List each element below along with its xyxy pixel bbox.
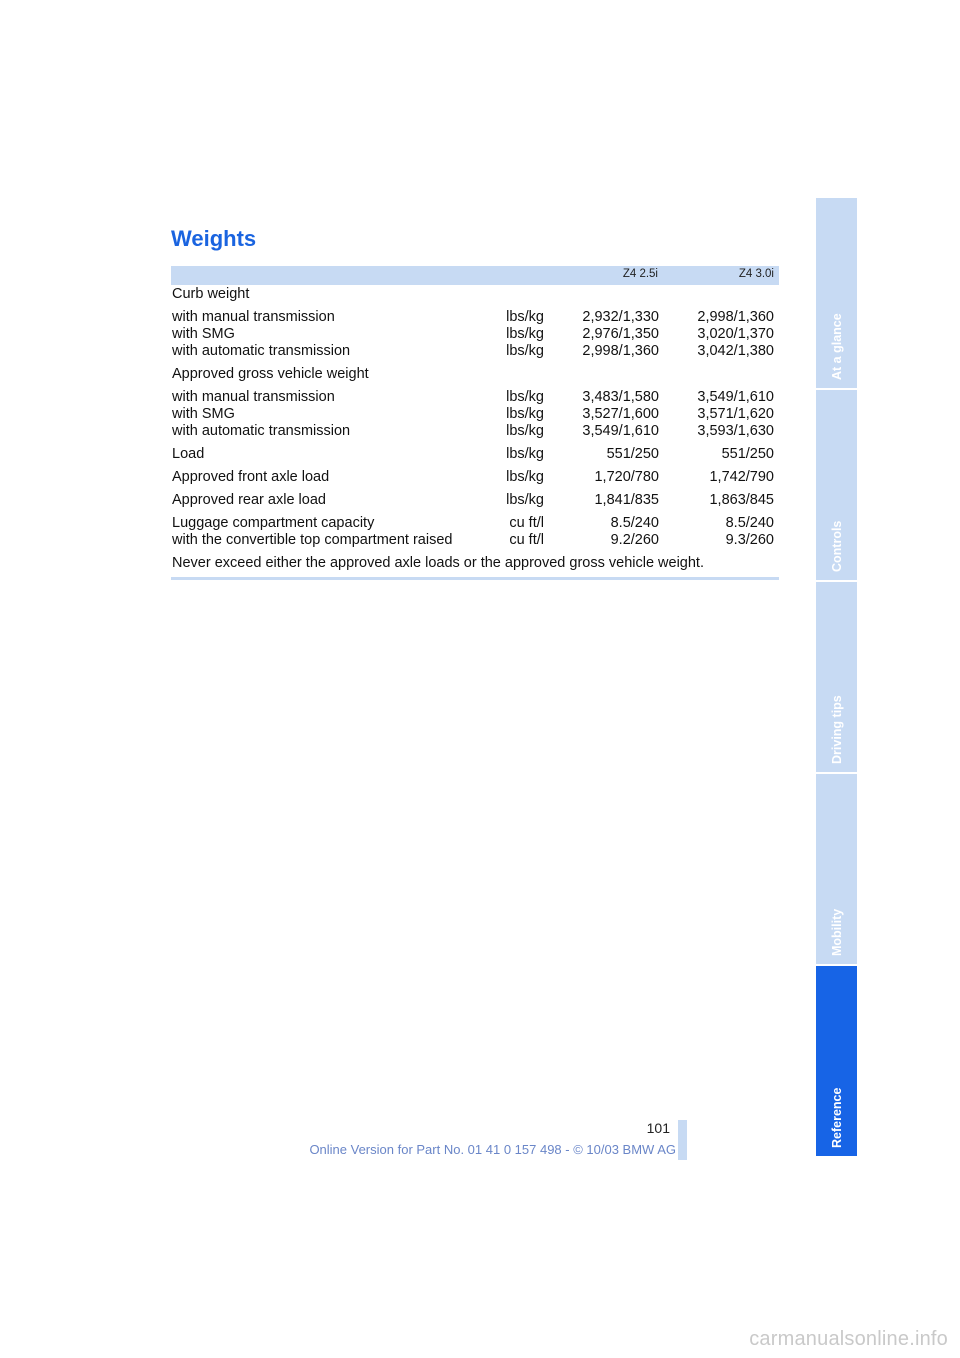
row-value-z4-25i: 3,527/1,600	[582, 406, 659, 422]
tab-controls[interactable]	[816, 390, 857, 580]
tab-at-a-glance[interactable]	[816, 198, 857, 388]
weights-table	[171, 286, 779, 572]
row-value-z4-25i: 3,549/1,610	[582, 423, 659, 439]
table-note	[171, 555, 779, 572]
row-label: with manual transmission	[172, 309, 335, 325]
row-value-z4-25i: 1,841/835	[594, 492, 659, 508]
tab-label: Controls	[830, 520, 844, 572]
row-label: with automatic transmission	[172, 423, 351, 439]
row-label: Curb weight	[172, 286, 250, 302]
table-row	[171, 286, 779, 303]
row-value-z4-25i: 2,976/1,350	[582, 326, 659, 342]
table-row	[171, 532, 779, 549]
tab-mobility[interactable]	[816, 774, 857, 964]
column-header-z4-30i: Z4 3.0i	[738, 268, 774, 280]
row-unit: lbs/kg	[506, 446, 544, 462]
row-label: Approved gross vehicle weight	[172, 366, 369, 382]
row-unit: lbs/kg	[506, 309, 544, 325]
row-label: with automatic transmission	[172, 343, 351, 359]
row-value-z4-25i: 2,998/1,360	[582, 343, 659, 359]
row-label: with SMG	[172, 406, 235, 422]
watermark-text: carmanualsonline.info	[749, 1328, 948, 1350]
tab-label: Driving tips	[830, 695, 844, 764]
row-value-z4-25i: 2,932/1,330	[582, 309, 659, 325]
row-value-z4-30i: 3,020/1,370	[697, 326, 774, 342]
table-row	[171, 446, 779, 463]
page-number-bar	[678, 1120, 687, 1160]
row-value-z4-25i: 551/250	[606, 446, 659, 462]
page-title: Weights	[171, 226, 257, 251]
table-row	[171, 389, 779, 406]
row-label: with manual transmission	[172, 389, 335, 405]
row-value-z4-30i: 3,571/1,620	[697, 406, 774, 422]
row-unit: lbs/kg	[506, 389, 544, 405]
tab-driving-tips[interactable]	[816, 582, 857, 772]
page-number: 101	[646, 1120, 670, 1136]
row-unit: lbs/kg	[506, 326, 544, 342]
row-value-z4-30i: 551/250	[721, 446, 774, 462]
footer-text: Online Version for Part No. 01 41 0 157 498 - © 10/03 BMW AG	[309, 1142, 676, 1157]
table-row	[171, 423, 779, 440]
row-value-z4-30i: 3,593/1,630	[697, 423, 774, 439]
table-row	[171, 492, 779, 509]
row-unit: lbs/kg	[506, 406, 544, 422]
table-row	[171, 406, 779, 423]
row-label: Load	[172, 446, 205, 462]
row-unit: cu ft/l	[509, 515, 544, 531]
row-value-z4-30i: 3,549/1,610	[697, 389, 774, 405]
table-bottom-rule	[171, 577, 779, 580]
table-row	[171, 343, 779, 360]
row-unit: lbs/kg	[506, 492, 544, 508]
tab-reference[interactable]	[816, 966, 857, 1156]
row-value-z4-30i: 2,998/1,360	[697, 309, 774, 325]
row-unit: lbs/kg	[506, 469, 544, 485]
row-unit: cu ft/l	[509, 532, 544, 548]
row-value-z4-30i: 1,863/845	[709, 492, 774, 508]
row-value-z4-25i: 8.5/240	[610, 515, 659, 531]
row-label: Luggage compartment capacity	[172, 515, 375, 531]
table-row	[171, 326, 779, 343]
column-header-z4-25i: Z4 2.5i	[622, 268, 658, 280]
row-label: with SMG	[172, 326, 235, 342]
row-value-z4-25i: 1,720/780	[594, 469, 659, 485]
tab-label: Reference	[830, 1087, 844, 1148]
table-row	[171, 515, 779, 532]
note-text: Never exceed either the approved axle loads or the approved gross vehicle weight.	[172, 555, 704, 571]
row-value-z4-25i: 3,483/1,580	[582, 389, 659, 405]
row-value-z4-30i: 9.3/260	[725, 532, 774, 548]
row-value-z4-30i: 8.5/240	[725, 515, 774, 531]
tab-label: At a glance	[830, 313, 844, 380]
table-row	[171, 366, 779, 383]
row-value-z4-25i: 9.2/260	[610, 532, 659, 548]
row-label: Approved front axle load	[172, 469, 330, 485]
row-value-z4-30i: 3,042/1,380	[697, 343, 774, 359]
table-row	[171, 469, 779, 486]
row-unit: lbs/kg	[506, 343, 544, 359]
row-unit: lbs/kg	[506, 423, 544, 439]
table-header	[171, 266, 779, 285]
row-label: with the convertible top compartment raised	[172, 532, 453, 548]
table-row	[171, 309, 779, 326]
row-label: Approved rear axle load	[172, 492, 326, 508]
tab-label: Mobility	[830, 908, 844, 956]
row-value-z4-30i: 1,742/790	[709, 469, 774, 485]
section-tabs	[816, 198, 857, 1158]
